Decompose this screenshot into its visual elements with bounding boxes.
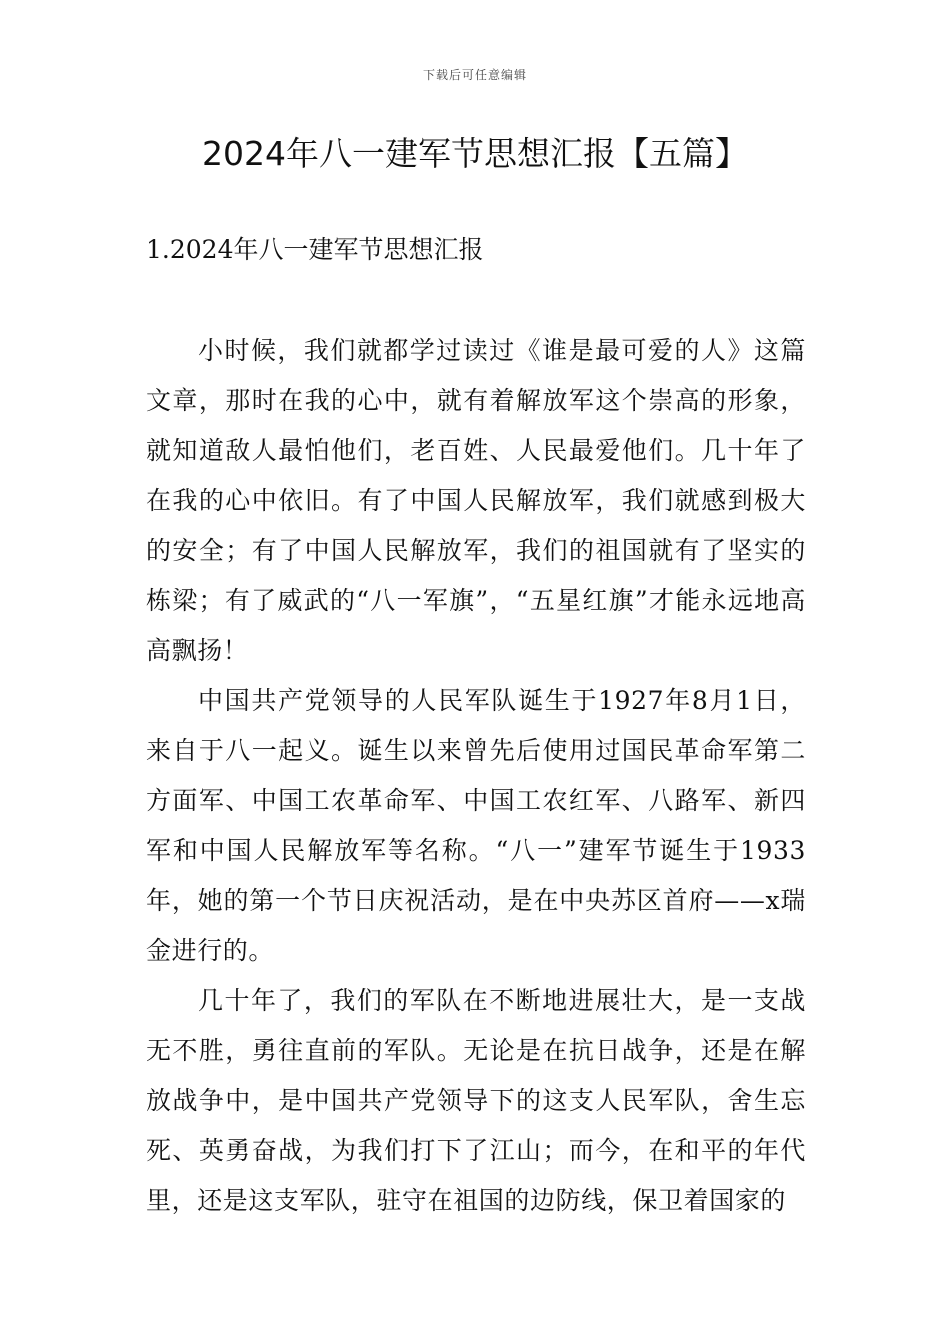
body-text [146, 326, 806, 1226]
paragraph-2: 中国共产党领导的人民军队诞生于1927年8月1日，来自于八一起义。诞生以来曾先后使用过国民革命军第二方面军、中国工农革命军、中国工农红军、八路军、新四军和中国人民解放军等名称。“八一”建军节诞生于1933年，她的第一个节日庆祝活动，是在中央苏区首府——x瑞金进行的。 [146, 686, 806, 965]
paragraph-1: 小时候，我们就都学过读过《谁是最可爱的人》这篇文章，那时在我的心中，就有着解放军这个崇高的形象，就知道敌人最怕他们，老百姓、人民最爱他们。几十年了在我的心中依旧。有了中国人民解放军，我们就感到极大的安全；有了中国人民解放军，我们的祖国就有了坚实的栋梁；有了威武的“八一军旗”，“五星红旗”才能永远地高高飘扬！ [146, 336, 806, 665]
paragraph-3: 几十年了，我们的军队在不断地进展壮大，是一支战无不胜，勇往直前的军队。无论是在抗日战争，还是在解放战争中，是中国共产党领导下的这支人民军队，舍生忘死、英勇奋战，为我们打下了江山；而今，在和平的年代里，还是这支军队，驻守在祖国的边防线，保卫着国家的 [146, 986, 806, 1215]
header-note: 下载后可任意编辑 [422, 68, 527, 82]
document-title: 2024年八一建军节思想汇报【五篇】 [202, 134, 748, 173]
section-heading: 1.2024年八一建军节思想汇报 [146, 235, 484, 264]
